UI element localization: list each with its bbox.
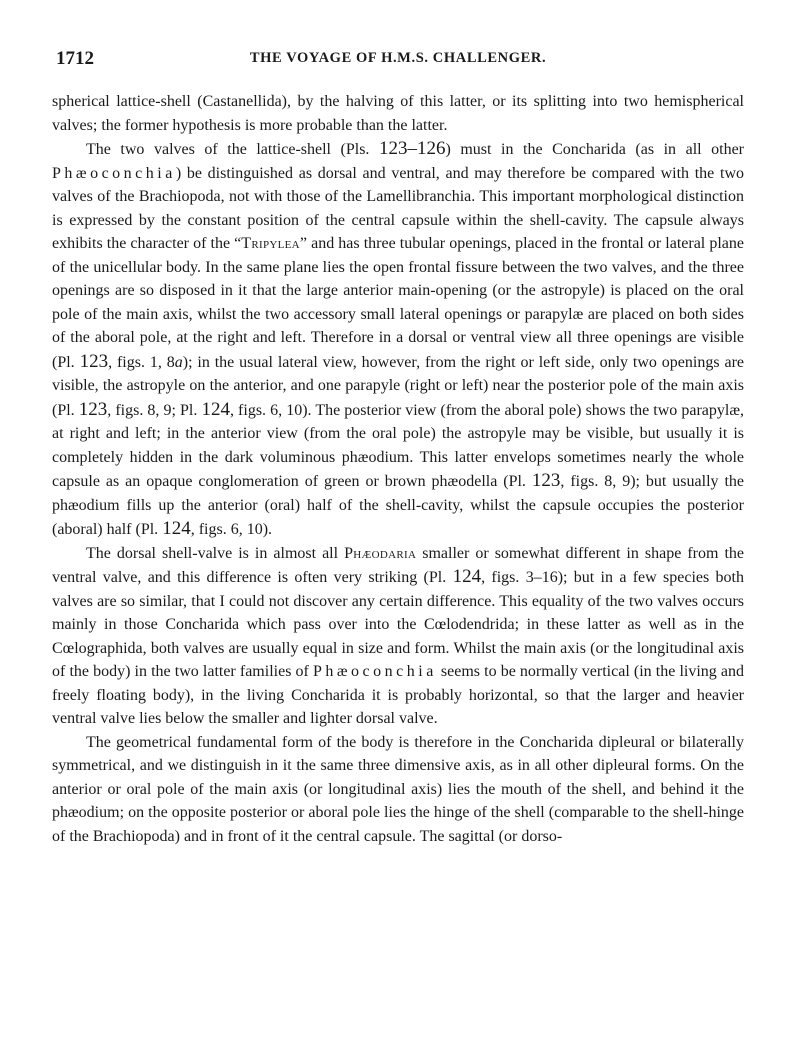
letterspaced-term: Phæoconchia: [52, 164, 176, 182]
paragraph-4: [52, 731, 744, 849]
text-run: , figs. 3–16); but in a few species both valves are so similar, that I could not discover any certain difference. This equality of the two valves occurs mainly in those Concharida which pass over into the Cœlodendrida; in these latter as well as in the Cœlographida, both valves are usually equal in size and form. Whilst the main axis (or the longitudinal axis of the body) in the two latter families of: [52, 569, 745, 680]
plate-reference: 123: [531, 470, 561, 491]
page-number: 1712: [56, 48, 94, 69]
italic-letter: a: [174, 353, 183, 371]
text-run: , figs. 8, 9); but usually the phæodium fills up the anterior (oral) half of the shell-cavity, whilst the capsule occupies the posterior (aboral) half (Pl.: [52, 473, 745, 538]
plate-reference: 123: [78, 398, 108, 420]
text-run: spherical lattice-shell (Castanellida), by the halving of this latter, or its splitting into two hemispherical valves; the former hypothesis is more probable than the latter.: [52, 93, 744, 134]
plate-reference: 123: [79, 350, 109, 372]
text-run: , figs. 6, 10). The posterior view (from the aboral pole) shows the two parapylæ, at right and left; in the anterior view (from the oral pole) the astropyle may be visible, but usually it is completely hidden in the dark voluminous phæodium. This latter envelops sometimes nearly the whole capsule as an opaque conglomeration of green or brown phæodella (Pl.: [52, 401, 745, 490]
small-caps-term: Phæodaria: [344, 544, 417, 562]
text-run: ); in the usual lateral view, however, from the right or left side, only two openings are visible, the astropyle on the anterior, and one parapyle (right or left) near the posterior pole of the main axis (Pl.: [52, 353, 745, 419]
small-caps-term: Tripylea: [241, 235, 300, 252]
text-run: , figs. 1, 8: [108, 353, 175, 371]
text-run: ) must in the Concharida (as in all other: [445, 141, 745, 158]
text-run: seems to be normally vertical (in the living and freely floating body), in the living Concharida it is probably horizontal, so that the larger and heavier ventral valve lies below the smaller and lighter dorsal valve.: [52, 663, 744, 727]
plate-reference: 124: [162, 518, 191, 539]
running-title: THE VOYAGE OF H.M.S. CHALLENGER.: [249, 50, 547, 66]
plate-reference: 123–126: [378, 138, 446, 159]
text-run: The two valves of the lattice-shell (Pls.: [86, 141, 379, 158]
page-header: [52, 48, 744, 72]
text-run: , figs. 6, 10).: [190, 521, 273, 538]
text-run: ) be distinguished as dorsal and ventral, and may therefore be compared with the two valves of the Brachiopoda, not with those of the Lamellibranchia. This important morphological distinction is expressed by the constant position of the central capsule within the shell-cavity. The capsule always exhibits the character of the “: [52, 164, 744, 252]
paragraph-3: [52, 542, 744, 731]
letterspaced-term: Phæoconchia: [312, 663, 437, 680]
plate-reference: 124: [452, 566, 482, 587]
text-run: The geometrical fundamental form of the body is therefore in the Concharida dipleural or bilaterally symmetrical, and we distinguish in it the same three dimensive axis, as in all other dipleural forms. On the anterior or oral pole of the main axis (or longitudinal axis) lies the mouth of the shell, and behind it the phæodium; on the opposite posterior or aboral pole lies the hinge of the shell (comparable to the shell-hinge of the Brachiopoda) and in front of it the central capsule. The sagittal (or dorso-: [52, 733, 744, 845]
plate-reference: 124: [201, 398, 230, 420]
text-run: The dorsal shell-valve is in almost all: [86, 544, 345, 562]
document-page: [52, 48, 744, 848]
body-text: [52, 90, 744, 848]
text-run: ” and has three tubular openings, placed in the frontal or lateral plane of the unicellular body. In the same plane lies the open frontal fissure between the two valves, and the three openings are so disposed in it that the large anterior main-opening (or the astropyle) is placed on the oral pole of the main axis, whilst the two accessory small lateral openings or parapylæ are placed on both sides of the aboral pole, at the right and left. Therefore in a dorsal or ventral view all three openings are visible (Pl.: [52, 235, 745, 371]
text-run: smaller or somewhat different in shape from the ventral valve, and this difference is often very striking (Pl.: [52, 544, 745, 586]
paragraph-2: [52, 137, 744, 542]
text-run: , figs. 8, 9; Pl.: [107, 401, 202, 419]
paragraph-1: [52, 90, 744, 137]
